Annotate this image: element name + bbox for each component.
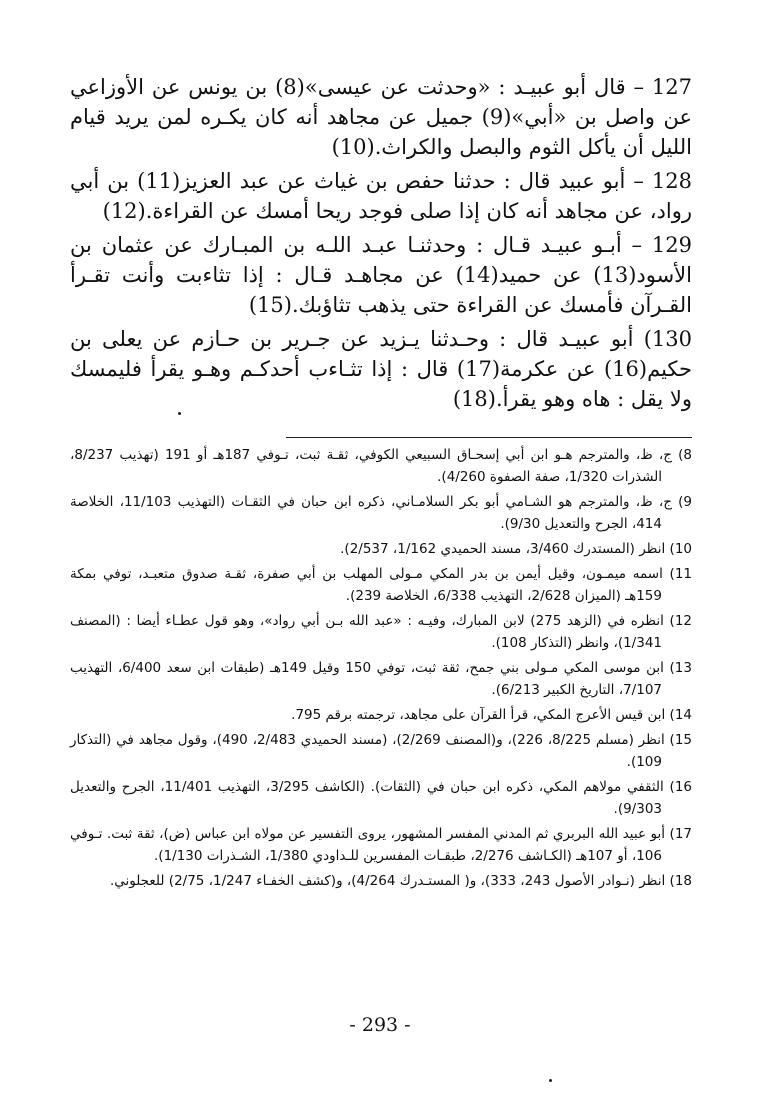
footnotes [70,444,692,895]
footnote-14: 14) ابن قيس الأعرج المكي، قرأ القرآن على مجاهد، ترجمته برقم 795. [291,707,692,723]
footnote-9: 9) ج، ظ، والمترجم هو الشـامي أبو بكر السلامـاني، ذكره ابن حبان في الثقـات (التهذيب 11/103، الخلاصة 414، الجرح والتعديل 9/30). [70,494,693,532]
footnote-separator [286,437,692,438]
footnote-12: 12) انظره في (الزهد 275) لابن المبارك، وفيـه : «عبد الله بـن أبي رواد»، وهو قول عطـاء أيضا : (المصنف 1/341)، وانظر (التذكار 108). [70,613,692,651]
main-text [70,72,692,418]
footnote-11: 11) اسمه ميمـون، وقيل أيمن بن بدر المكي مـولى المهلب بن أبي صفرة، ثقـة صدوق متعبـد، توفي بمكة 159هـ (الميزان 2/628، التهذيب 6/338، الخلاصة 239). [70,566,692,604]
footnote-15: 15) انظر (مسلم 8/225، 226)، و(المصنف 2/269)، (مسند الحميدي 2/483، 490)، وقول مجاهد في (التذكار 109). [70,732,692,770]
paragraph-130: 130) أبو عبيـد قال : وحـدثنا يـزيد عن جـرير بن حـازم عن يعلى بن حكيم(16) عن عكرمة(17) قال : إذا تثـاءب أحدكـم وهـو يقرأ فليمسك ولا يقل : هاه وهو يقرأ.(18) [70,327,692,411]
paragraph-128: 128 – أبو عبيد قال : حدثنا حفص بن غياث عن عبد العزيز(11) بن أبي رواد، عن مجاهد أنه كان إذا صلى فوجد ريحا أمسك عن القراءة.(12) [70,169,692,223]
footnote-16: 16) الثقفي مولاهم المكي، ذكره ابن حبان في (الثقات). (الكاشف 3/295، التهذيب 11/401، الجرح والتعديل 9/303). [70,779,693,817]
footnote-17: 17) أبو عبيد الله البربري ثم المدني المفسر المشهور، يروى التفسير عن مولاه ابن عباس (ض)، ثقة ثبت. تـوفي 106، أو 107هـ (الكـاشف 2/276، طبقـات المفسرين للـداودي 1/380، الشـذرات 1/130). [70,826,692,864]
footnote-13: 13) ابن موسى المكي مـولى بني جمح، ثقة ثبت، توفي 150 وقيل 149هـ (طبقات ابن سعد 6/400، التهذيب 7/107، التاريخ الكبير 6/213). [70,660,692,698]
footnote-10: 10) انظر (المستدرك 3/460، مسند الحميدي 1/162، 2/537). [340,541,692,557]
ink-speck [178,412,181,415]
footnote-18: 18) انظر (نـوادر الأصول 243، 333)، و( المستـدرك 4/264)، و(كشف الخفـاء 1/247، 2/75) للعجلوني. [109,873,692,889]
paragraph-129: 129 – أبـو عبيـد قـال : وحدثنـا عبـد اللـه بن المبـارك عن عثمان بن الأسود(13) عن حميد(14) عن مجاهـد قـال : إذا تثاءبت وأنت تقـرأ القـرآن فأمسك عن القراءة حتى يذهب تثاؤبك.(15) [70,233,692,317]
page-number: - 293 - [349,1014,411,1036]
footnote-8: 8) ج، ظ، والمترجم هـو ابن أبي إسحـاق السبيعي الكوفي، ثقـة ثبت، تـوفي 187هـ أو 191 (تهذيب 8/237، الشذرات 1/320، صفة الصفوة 4/260). [70,447,692,485]
ink-speck [549,1079,552,1082]
paragraph-127: 127 – قال أبو عبيـد : «وحدثت عن عيسى»(8) بن يونس عن الأوزاعي عن واصل بن «أبي»(9) جميل عن مجاهد أنه كان يكـره لمن يريد قيام الليل أن يأكل الثوم والبصل والكراث.(10) [70,75,693,159]
